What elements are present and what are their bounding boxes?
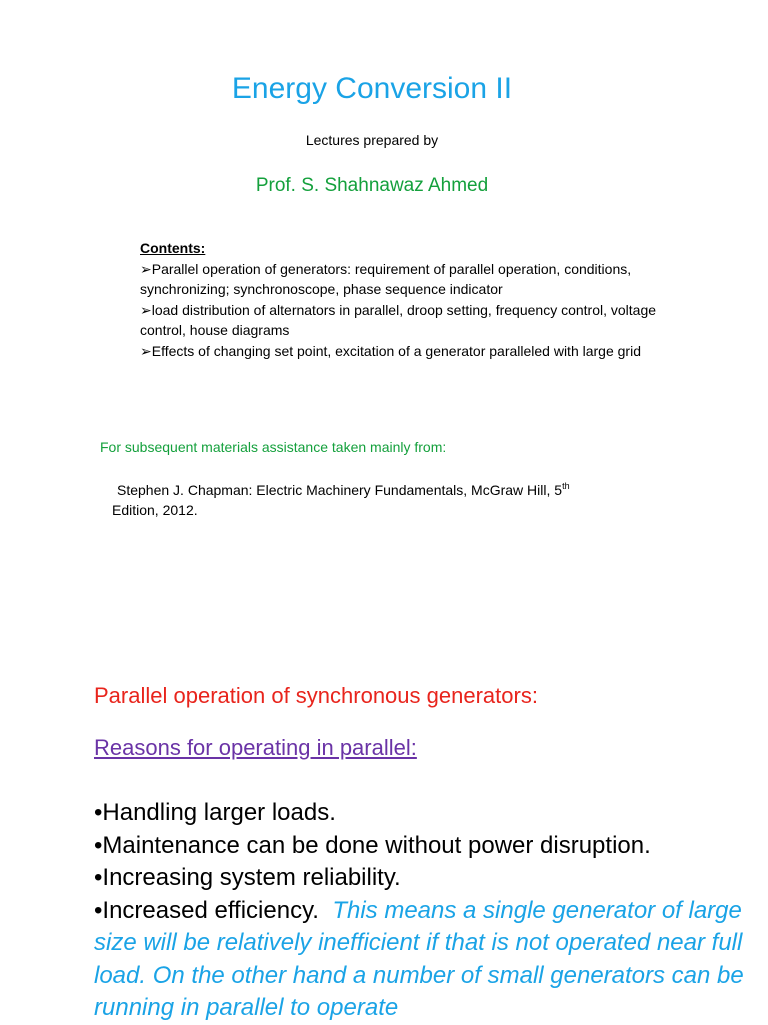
- list-item: •Maintenance can be done without power disruption.: [94, 831, 651, 859]
- efficiency-explanation: This means a single generator of large size will be relatively inefficient if that is not operated near full load. On the other hand a number of small generators can be running in parallel to operate: [94, 896, 744, 1021]
- reasons-list: [94, 797, 754, 1025]
- section-title: Parallel operation of synchronous generators:: [94, 683, 538, 708]
- efficiency-label: •Increased efficiency.: [94, 896, 319, 924]
- list-item-efficiency: [94, 895, 754, 1025]
- section-subtitle: Reasons for operating in parallel:: [94, 735, 417, 760]
- reference-citation: [112, 480, 672, 520]
- reference-line: [112, 480, 672, 500]
- author-name: Prof. S. Shahnawaz Ahmed: [255, 175, 489, 196]
- contents-block: [140, 238, 700, 361]
- contents-item: ➢Parallel operation of generators: requirement of parallel operation, conditions, synchronizing; synchronoscope, phase sequence indicator: [140, 260, 632, 297]
- reference-text: Stephen J. Chapman: Electric Machinery Fundamentals, McGraw Hill, 5: [117, 482, 563, 498]
- list-item: •Handling larger loads.: [94, 799, 336, 826]
- assistance-note: For subsequent materials assistance taken mainly from:: [100, 439, 447, 455]
- contents-heading: Contents:: [140, 240, 206, 256]
- reference-line-2: Edition, 2012.: [112, 502, 198, 518]
- contents-item: ➢load distribution of alternators in parallel, droop setting, frequency control, voltage control, house diagrams: [140, 301, 657, 338]
- prepared-by-label: Lectures prepared by: [305, 132, 439, 148]
- contents-item: ➢Effects of changing set point, excitation of a generator paralleled with large grid: [140, 342, 641, 359]
- reference-superscript: th: [562, 481, 570, 491]
- list-item: •Increasing system reliability.: [94, 864, 401, 891]
- slide-title: Energy Conversion II: [231, 72, 513, 105]
